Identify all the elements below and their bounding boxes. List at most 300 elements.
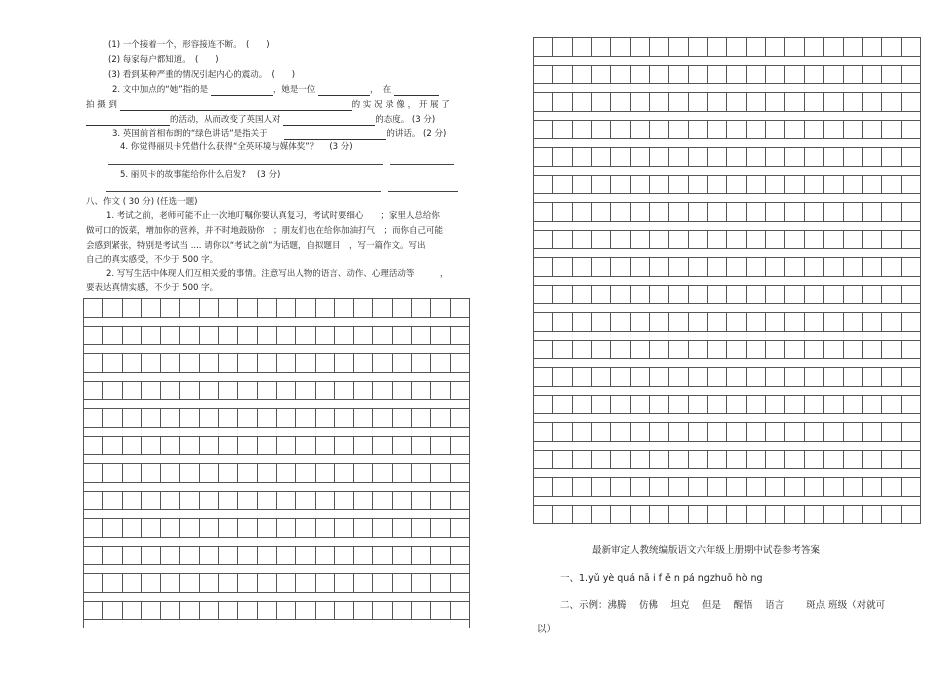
grid-cell[interactable] xyxy=(199,381,218,401)
grid-cell[interactable] xyxy=(218,326,237,346)
grid-cell[interactable] xyxy=(804,120,823,140)
grid-cell[interactable] xyxy=(630,202,649,222)
grid-cell[interactable] xyxy=(122,546,141,566)
grid-cell[interactable] xyxy=(862,312,881,332)
grid-cell[interactable] xyxy=(862,395,881,415)
answer-blank[interactable] xyxy=(86,116,170,126)
grid-cell[interactable] xyxy=(901,65,921,85)
grid-cell[interactable] xyxy=(450,518,470,538)
grid-cell[interactable] xyxy=(218,353,237,373)
grid-cell[interactable] xyxy=(901,367,921,387)
grid-cell[interactable] xyxy=(746,395,765,415)
grid-cell[interactable] xyxy=(392,463,411,483)
grid-cell[interactable] xyxy=(334,381,353,401)
grid-cell[interactable] xyxy=(83,408,102,428)
grid-cell[interactable] xyxy=(572,65,591,85)
grid-cell[interactable] xyxy=(199,573,218,593)
grid-cell[interactable] xyxy=(823,422,842,442)
grid-cell[interactable] xyxy=(552,422,571,442)
grid-cell[interactable] xyxy=(668,175,687,195)
grid-cell[interactable] xyxy=(83,463,102,483)
grid-cell[interactable] xyxy=(572,37,591,57)
grid-cell[interactable] xyxy=(160,601,179,621)
grid-cell[interactable] xyxy=(707,340,726,360)
grid-cell[interactable] xyxy=(784,65,803,85)
grid-cell[interactable] xyxy=(334,518,353,538)
grid-cell[interactable] xyxy=(179,436,198,456)
grid-cell[interactable] xyxy=(160,381,179,401)
grid-cell[interactable] xyxy=(746,202,765,222)
grid-cell[interactable] xyxy=(630,65,649,85)
grid-cell[interactable] xyxy=(610,147,629,167)
grid-cell[interactable] xyxy=(610,257,629,277)
grid-cell[interactable] xyxy=(141,353,160,373)
grid-cell[interactable] xyxy=(843,120,862,140)
grid-cell[interactable] xyxy=(102,601,121,621)
grid-cell[interactable] xyxy=(141,518,160,538)
grid-cell[interactable] xyxy=(901,312,921,332)
grid-cell[interactable] xyxy=(276,353,295,373)
grid-cell[interactable] xyxy=(276,381,295,401)
grid-cell[interactable] xyxy=(372,573,391,593)
grid-cell[interactable] xyxy=(552,257,571,277)
grid-cell[interactable] xyxy=(353,436,372,456)
grid-cell[interactable] xyxy=(572,395,591,415)
grid-cell[interactable] xyxy=(688,422,707,442)
grid-cell[interactable] xyxy=(881,450,900,470)
grid-cell[interactable] xyxy=(430,518,449,538)
grid-cell[interactable] xyxy=(804,202,823,222)
grid-cell[interactable] xyxy=(372,353,391,373)
grid-cell[interactable] xyxy=(901,505,921,525)
grid-cell[interactable] xyxy=(160,353,179,373)
grid-cell[interactable] xyxy=(668,312,687,332)
grid-cell[interactable] xyxy=(823,230,842,250)
grid-cell[interactable] xyxy=(237,298,256,318)
grid-cell[interactable] xyxy=(688,257,707,277)
grid-cell[interactable] xyxy=(668,477,687,497)
grid-cell[interactable] xyxy=(668,367,687,387)
grid-cell[interactable] xyxy=(804,477,823,497)
grid-cell[interactable] xyxy=(823,257,842,277)
grid-cell[interactable] xyxy=(102,353,121,373)
grid-cell[interactable] xyxy=(315,573,334,593)
grid-cell[interactable] xyxy=(315,298,334,318)
grid-cell[interactable] xyxy=(411,546,430,566)
grid-cell[interactable] xyxy=(649,120,668,140)
grid-cell[interactable] xyxy=(668,285,687,305)
grid-cell[interactable] xyxy=(707,312,726,332)
grid-cell[interactable] xyxy=(862,450,881,470)
grid-cell[interactable] xyxy=(881,505,900,525)
grid-cell[interactable] xyxy=(746,65,765,85)
grid-cell[interactable] xyxy=(276,326,295,346)
grid-cell[interactable] xyxy=(160,326,179,346)
grid-cell[interactable] xyxy=(450,491,470,511)
grid-cell[interactable] xyxy=(784,367,803,387)
grid-cell[interactable] xyxy=(591,147,610,167)
grid-cell[interactable] xyxy=(237,518,256,538)
grid-cell[interactable] xyxy=(726,120,745,140)
grid-cell[interactable] xyxy=(315,326,334,346)
grid-cell[interactable] xyxy=(688,312,707,332)
grid-cell[interactable] xyxy=(784,257,803,277)
grid-cell[interactable] xyxy=(122,573,141,593)
grid-cell[interactable] xyxy=(649,367,668,387)
grid-cell[interactable] xyxy=(591,422,610,442)
answer-blank[interactable] xyxy=(284,130,386,140)
grid-cell[interactable] xyxy=(141,436,160,456)
grid-cell[interactable] xyxy=(765,202,784,222)
grid-cell[interactable] xyxy=(630,175,649,195)
grid-cell[interactable] xyxy=(901,175,921,195)
grid-cell[interactable] xyxy=(823,450,842,470)
grid-cell[interactable] xyxy=(372,436,391,456)
grid-cell[interactable] xyxy=(141,491,160,511)
grid-cell[interactable] xyxy=(823,37,842,57)
grid-cell[interactable] xyxy=(668,120,687,140)
grid-cell[interactable] xyxy=(726,65,745,85)
grid-cell[interactable] xyxy=(552,92,571,112)
grid-cell[interactable] xyxy=(552,477,571,497)
grid-cell[interactable] xyxy=(649,202,668,222)
grid-cell[interactable] xyxy=(552,147,571,167)
grid-cell[interactable] xyxy=(784,202,803,222)
answer-line[interactable] xyxy=(388,191,458,192)
grid-cell[interactable] xyxy=(372,463,391,483)
grid-cell[interactable] xyxy=(353,463,372,483)
grid-cell[interactable] xyxy=(688,65,707,85)
grid-cell[interactable] xyxy=(572,230,591,250)
grid-cell[interactable] xyxy=(552,505,571,525)
grid-cell[interactable] xyxy=(411,573,430,593)
grid-cell[interactable] xyxy=(353,601,372,621)
grid-cell[interactable] xyxy=(411,326,430,346)
grid-cell[interactable] xyxy=(276,573,295,593)
grid-cell[interactable] xyxy=(746,505,765,525)
grid-cell[interactable] xyxy=(450,326,470,346)
grid-cell[interactable] xyxy=(257,408,276,428)
grid-cell[interactable] xyxy=(881,422,900,442)
grid-cell[interactable] xyxy=(668,422,687,442)
grid-cell[interactable] xyxy=(784,340,803,360)
grid-cell[interactable] xyxy=(881,257,900,277)
grid-cell[interactable] xyxy=(823,395,842,415)
grid-cell[interactable] xyxy=(610,65,629,85)
grid-cell[interactable] xyxy=(881,202,900,222)
grid-cell[interactable] xyxy=(591,477,610,497)
grid-cell[interactable] xyxy=(726,505,745,525)
grid-cell[interactable] xyxy=(862,37,881,57)
grid-cell[interactable] xyxy=(726,340,745,360)
grid-cell[interactable] xyxy=(765,37,784,57)
grid-cell[interactable] xyxy=(726,202,745,222)
grid-cell[interactable] xyxy=(276,491,295,511)
grid-cell[interactable] xyxy=(746,367,765,387)
grid-cell[interactable] xyxy=(726,395,745,415)
grid-cell[interactable] xyxy=(688,175,707,195)
grid-cell[interactable] xyxy=(218,546,237,566)
grid-cell[interactable] xyxy=(843,285,862,305)
grid-cell[interactable] xyxy=(160,573,179,593)
grid-cell[interactable] xyxy=(533,422,552,442)
grid-cell[interactable] xyxy=(707,65,726,85)
grid-cell[interactable] xyxy=(726,422,745,442)
grid-cell[interactable] xyxy=(334,546,353,566)
grid-cell[interactable] xyxy=(881,120,900,140)
grid-cell[interactable] xyxy=(843,257,862,277)
grid-cell[interactable] xyxy=(746,230,765,250)
grid-cell[interactable] xyxy=(572,92,591,112)
grid-cell[interactable] xyxy=(843,477,862,497)
grid-cell[interactable] xyxy=(392,298,411,318)
grid-cell[interactable] xyxy=(862,65,881,85)
grid-cell[interactable] xyxy=(765,175,784,195)
grid-cell[interactable] xyxy=(122,518,141,538)
grid-cell[interactable] xyxy=(430,546,449,566)
grid-cell[interactable] xyxy=(707,202,726,222)
grid-cell[interactable] xyxy=(315,353,334,373)
grid-cell[interactable] xyxy=(160,463,179,483)
grid-cell[interactable] xyxy=(257,601,276,621)
grid-cell[interactable] xyxy=(102,463,121,483)
grid-cell[interactable] xyxy=(295,436,314,456)
grid-cell[interactable] xyxy=(315,436,334,456)
grid-cell[interactable] xyxy=(591,367,610,387)
grid-cell[interactable] xyxy=(218,298,237,318)
grid-cell[interactable] xyxy=(199,518,218,538)
grid-cell[interactable] xyxy=(315,518,334,538)
grid-cell[interactable] xyxy=(804,285,823,305)
grid-cell[interactable] xyxy=(707,367,726,387)
grid-cell[interactable] xyxy=(881,285,900,305)
grid-cell[interactable] xyxy=(746,175,765,195)
grid-cell[interactable] xyxy=(533,367,552,387)
grid-cell[interactable] xyxy=(843,202,862,222)
grid-cell[interactable] xyxy=(649,65,668,85)
grid-cell[interactable] xyxy=(334,436,353,456)
grid-cell[interactable] xyxy=(141,408,160,428)
grid-cell[interactable] xyxy=(707,120,726,140)
grid-cell[interactable] xyxy=(630,505,649,525)
grid-cell[interactable] xyxy=(411,463,430,483)
grid-cell[interactable] xyxy=(668,450,687,470)
grid-cell[interactable] xyxy=(392,573,411,593)
grid-cell[interactable] xyxy=(430,463,449,483)
grid-cell[interactable] xyxy=(610,92,629,112)
grid-cell[interactable] xyxy=(823,285,842,305)
grid-cell[interactable] xyxy=(160,436,179,456)
grid-cell[interactable] xyxy=(726,230,745,250)
grid-cell[interactable] xyxy=(430,381,449,401)
grid-cell[interactable] xyxy=(199,546,218,566)
grid-cell[interactable] xyxy=(122,601,141,621)
grid-cell[interactable] xyxy=(353,408,372,428)
grid-cell[interactable] xyxy=(533,450,552,470)
answer-line[interactable] xyxy=(390,164,454,165)
grid-cell[interactable] xyxy=(823,202,842,222)
grid-cell[interactable] xyxy=(122,436,141,456)
grid-cell[interactable] xyxy=(726,147,745,167)
grid-cell[interactable] xyxy=(83,518,102,538)
grid-cell[interactable] xyxy=(450,408,470,428)
answer-blank[interactable] xyxy=(283,116,375,126)
grid-cell[interactable] xyxy=(353,518,372,538)
grid-cell[interactable] xyxy=(237,353,256,373)
grid-cell[interactable] xyxy=(765,120,784,140)
grid-cell[interactable] xyxy=(237,601,256,621)
grid-cell[interactable] xyxy=(83,298,102,318)
grid-cell[interactable] xyxy=(411,491,430,511)
grid-cell[interactable] xyxy=(237,546,256,566)
grid-cell[interactable] xyxy=(83,436,102,456)
grid-cell[interactable] xyxy=(160,546,179,566)
grid-cell[interactable] xyxy=(533,92,552,112)
grid-cell[interactable] xyxy=(610,477,629,497)
grid-cell[interactable] xyxy=(572,120,591,140)
grid-cell[interactable] xyxy=(179,601,198,621)
grid-cell[interactable] xyxy=(610,505,629,525)
grid-cell[interactable] xyxy=(353,573,372,593)
grid-cell[interactable] xyxy=(881,230,900,250)
grid-cell[interactable] xyxy=(218,436,237,456)
grid-cell[interactable] xyxy=(746,285,765,305)
grid-cell[interactable] xyxy=(315,546,334,566)
grid-cell[interactable] xyxy=(862,422,881,442)
grid-cell[interactable] xyxy=(804,340,823,360)
grid-cell[interactable] xyxy=(295,518,314,538)
grid-cell[interactable] xyxy=(179,546,198,566)
grid-cell[interactable] xyxy=(630,92,649,112)
grid-cell[interactable] xyxy=(668,202,687,222)
grid-cell[interactable] xyxy=(707,422,726,442)
grid-cell[interactable] xyxy=(726,312,745,332)
grid-cell[interactable] xyxy=(668,340,687,360)
grid-cell[interactable] xyxy=(315,463,334,483)
grid-cell[interactable] xyxy=(552,395,571,415)
grid-cell[interactable] xyxy=(843,92,862,112)
grid-cell[interactable] xyxy=(572,285,591,305)
grid-cell[interactable] xyxy=(784,505,803,525)
grid-cell[interactable] xyxy=(649,257,668,277)
grid-cell[interactable] xyxy=(572,312,591,332)
grid-cell[interactable] xyxy=(372,298,391,318)
grid-cell[interactable] xyxy=(430,298,449,318)
grid-cell[interactable] xyxy=(649,147,668,167)
grid-cell[interactable] xyxy=(630,147,649,167)
grid-cell[interactable] xyxy=(649,395,668,415)
grid-cell[interactable] xyxy=(765,230,784,250)
grid-cell[interactable] xyxy=(843,175,862,195)
grid-cell[interactable] xyxy=(784,312,803,332)
grid-cell[interactable] xyxy=(746,92,765,112)
grid-cell[interactable] xyxy=(804,147,823,167)
grid-cell[interactable] xyxy=(668,65,687,85)
grid-cell[interactable] xyxy=(141,326,160,346)
grid-cell[interactable] xyxy=(257,298,276,318)
grid-cell[interactable] xyxy=(726,477,745,497)
grid-cell[interactable] xyxy=(823,477,842,497)
writing-grid-right[interactable] xyxy=(533,37,921,524)
grid-cell[interactable] xyxy=(784,285,803,305)
grid-cell[interactable] xyxy=(295,298,314,318)
grid-cell[interactable] xyxy=(276,408,295,428)
grid-cell[interactable] xyxy=(901,92,921,112)
grid-cell[interactable] xyxy=(649,175,668,195)
grid-cell[interactable] xyxy=(746,147,765,167)
grid-cell[interactable] xyxy=(315,491,334,511)
grid-cell[interactable] xyxy=(688,477,707,497)
grid-cell[interactable] xyxy=(533,505,552,525)
grid-cell[interactable] xyxy=(533,257,552,277)
grid-cell[interactable] xyxy=(372,326,391,346)
grid-cell[interactable] xyxy=(392,381,411,401)
grid-cell[interactable] xyxy=(392,601,411,621)
grid-cell[interactable] xyxy=(552,367,571,387)
grid-cell[interactable] xyxy=(122,298,141,318)
grid-cell[interactable] xyxy=(804,422,823,442)
grid-cell[interactable] xyxy=(430,436,449,456)
grid-cell[interactable] xyxy=(901,395,921,415)
grid-cell[interactable] xyxy=(707,505,726,525)
grid-cell[interactable] xyxy=(784,175,803,195)
grid-cell[interactable] xyxy=(591,202,610,222)
grid-cell[interactable] xyxy=(533,230,552,250)
grid-cell[interactable] xyxy=(392,326,411,346)
grid-cell[interactable] xyxy=(179,326,198,346)
grid-cell[interactable] xyxy=(199,463,218,483)
grid-cell[interactable] xyxy=(315,601,334,621)
answer-blank[interactable] xyxy=(120,101,352,111)
grid-cell[interactable] xyxy=(688,395,707,415)
grid-cell[interactable] xyxy=(102,436,121,456)
grid-cell[interactable] xyxy=(630,450,649,470)
grid-cell[interactable] xyxy=(765,340,784,360)
grid-cell[interactable] xyxy=(610,285,629,305)
grid-cell[interactable] xyxy=(334,491,353,511)
grid-cell[interactable] xyxy=(862,340,881,360)
grid-cell[interactable] xyxy=(688,147,707,167)
grid-cell[interactable] xyxy=(533,395,552,415)
grid-cell[interactable] xyxy=(533,340,552,360)
grid-cell[interactable] xyxy=(823,175,842,195)
grid-cell[interactable] xyxy=(160,298,179,318)
grid-cell[interactable] xyxy=(881,65,900,85)
grid-cell[interactable] xyxy=(765,477,784,497)
grid-cell[interactable] xyxy=(901,450,921,470)
answer-blank[interactable] xyxy=(394,86,439,96)
grid-cell[interactable] xyxy=(668,257,687,277)
grid-cell[interactable] xyxy=(237,326,256,346)
answer-blank[interactable] xyxy=(318,86,370,96)
grid-cell[interactable] xyxy=(372,601,391,621)
grid-cell[interactable] xyxy=(804,230,823,250)
grid-cell[interactable] xyxy=(102,546,121,566)
grid-cell[interactable] xyxy=(707,37,726,57)
grid-cell[interactable] xyxy=(276,546,295,566)
grid-cell[interactable] xyxy=(707,257,726,277)
grid-cell[interactable] xyxy=(295,491,314,511)
grid-cell[interactable] xyxy=(688,230,707,250)
grid-cell[interactable] xyxy=(843,367,862,387)
grid-cell[interactable] xyxy=(765,92,784,112)
grid-cell[interactable] xyxy=(179,408,198,428)
grid-cell[interactable] xyxy=(881,477,900,497)
grid-cell[interactable] xyxy=(552,340,571,360)
grid-cell[interactable] xyxy=(533,312,552,332)
grid-cell[interactable] xyxy=(199,601,218,621)
grid-cell[interactable] xyxy=(257,353,276,373)
